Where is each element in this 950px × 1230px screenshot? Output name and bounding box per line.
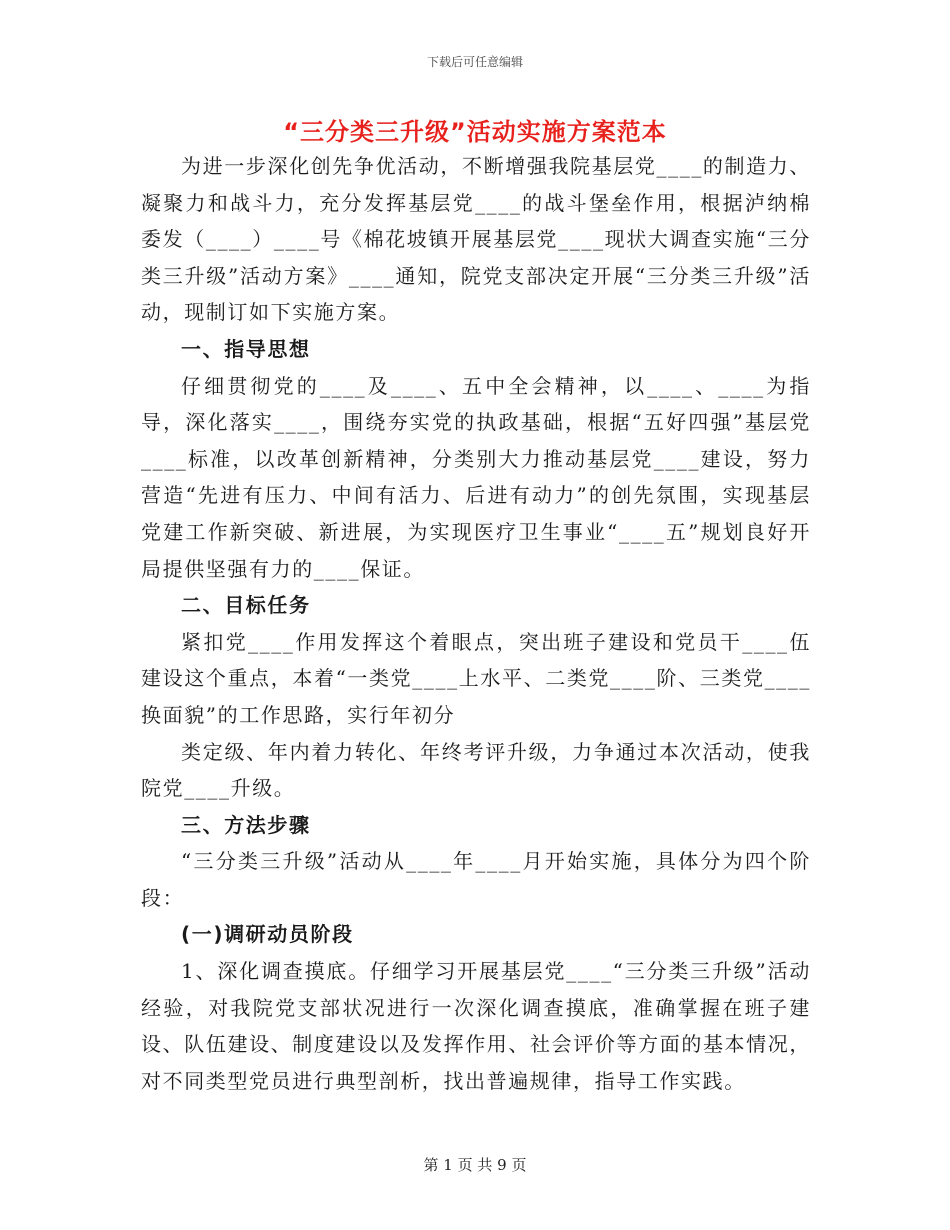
section-heading-objectives: 二、目标任务	[181, 593, 311, 618]
intro-paragraph: 为进一步深化创先争优活动，不断增强我院基层党____的制造力、凝聚力和战斗力，充分发挥基层党____的战斗堡垒作用，根据泸纳棉委发（____）____号《棉花坡镇开展基层党____现状大调查实施“三分类三升级”活动方案》____通知，院党支部决定开展“三分类三升级”活动，现制订如下实施方案。	[141, 154, 811, 325]
research-phase-paragraph: 1、深化调查摸底。仔细学习开展基层党____“三分类三升级”活动经验，对我院党支部状况进行一次深化调查摸底，准确掌握在班子建设、队伍建设、制度建设以及发挥作用、社会评价等方面的基本情况，对不同类型党员进行典型剖析，找出普遍规律，指导工作实践。	[141, 959, 811, 1093]
section-heading-guiding-thought: 一、指导思想	[181, 336, 311, 361]
methods-paragraph: “三分类三升级”活动从____年____月开始实施，具体分为四个阶段：	[141, 849, 811, 910]
guiding-thought-paragraph: 仔细贯彻党的____及____、五中全会精神，以____、____为指导，深化落实____，围绕夯实党的执政基础，根据“五好四强”基层党____标准，以改革创新精神，分类别大力推动基层党____建设，努力营造“先进有压力、中间有活力、后进有动力”的创先氛围，实现基层党建工作新突破、新进展，为实现医疗卫生事业“____五”规划良好开局提供坚强有力的____保证。	[141, 373, 811, 581]
page-number: 第 1 页 共 9 页	[423, 1156, 527, 1174]
objectives-paragraph: 紧扣党____作用发挥这个着眼点，突出班子建设和党员干____伍建设这个重点，本着“一类党____上水平、二类党____阶、三类党____换面貌”的工作思路，实行年初分	[141, 629, 811, 727]
objectives-paragraph-continued: 类定级、年内着力转化、年终考评升级，力争通过本次活动，使我院党____升级。	[141, 739, 811, 801]
header-note: 下载后可任意编辑	[426, 55, 523, 69]
section-heading-methods: 三、方法步骤	[181, 812, 311, 837]
document-title: “三分类三升级”活动实施方案范本	[283, 118, 667, 146]
document-body	[141, 148, 811, 1099]
subsection-heading-research-phase: (一)调研动员阶段	[181, 922, 354, 947]
